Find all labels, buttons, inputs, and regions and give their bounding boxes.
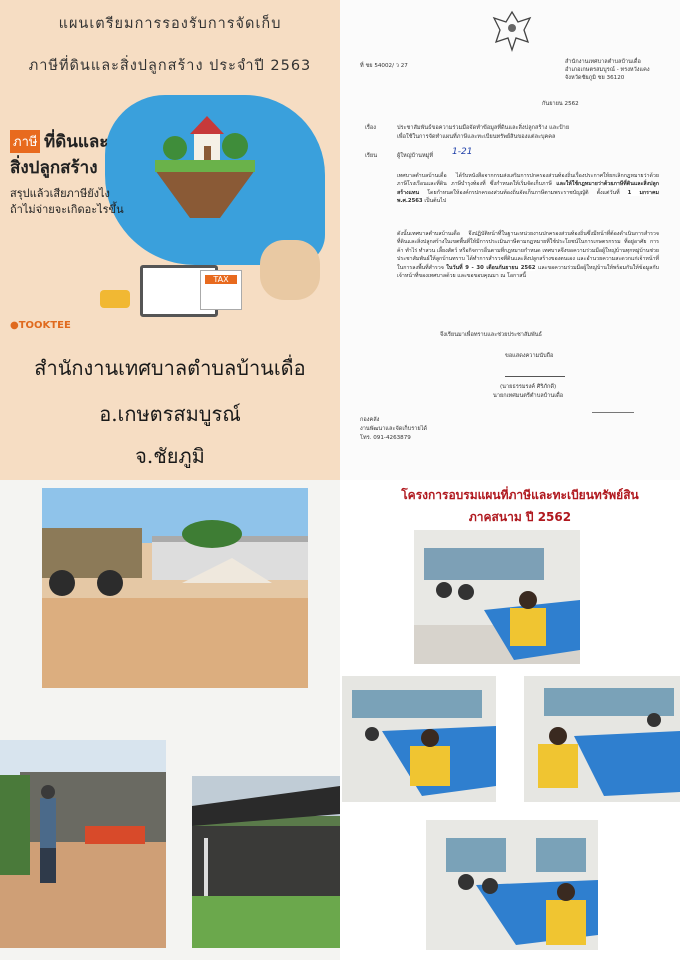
tax-poster	[0, 0, 340, 480]
letter-paragraph-2	[397, 230, 659, 280]
photo-field-survey	[0, 740, 166, 948]
para1-bold: และให้ใช้กฎหมายว่าด้วยภาษีที่ดินและสิ่งปลูกสร้างแทน	[397, 181, 659, 196]
poster-title-line2: ภาษีที่ดินและสิ่งปลูกสร้าง ประจำปี 2563	[28, 58, 312, 74]
training-photo-4	[426, 820, 598, 950]
coin-stack-icon	[100, 290, 130, 308]
para1-text: เทศบาลตำบลบ้านเดื่อ ได้รับหนังสือจากกรมส่งเสริมการปกครองส่วนท้องถิ่นเรื่องประกาศให้ยกเลิกกฎหมายว่าด้วยภาษีโรงเรือนและที่ดิน ภาษีบำรุงท้องที่ ซึ่งกำหนดให้เริ่มจัดเก็บภาษี	[397, 173, 659, 188]
signer-title: นายกเทศมนตรีตำบลบ้านเดื่อ	[493, 393, 564, 399]
para1-date: 1 มกราคม พ.ศ.2563	[397, 189, 659, 205]
letter-date: กันยายน 2562	[542, 101, 579, 107]
letter-office-a: สำนักงานเทศบาลตำบลบ้านเดื่อ	[565, 59, 641, 65]
municipality-name: สำนักงานเทศบาลตำบลบ้านเดื่อ	[34, 356, 306, 380]
handwritten-village: 1-21	[452, 147, 473, 157]
letter-subject: ประชาสัมพันธ์ขอความร่วมมือจัดทำข้อมูลที่ดินและสิ่งปลูกสร้าง และป้าย	[397, 125, 570, 131]
letter-tel: โทร. 091-4263879	[360, 435, 411, 441]
letter-ref-no: ที่ ชย 54002/ ว 27	[360, 63, 408, 69]
poster-title-line1: แผนเตรียมการรองรับการจัดเก็บ	[58, 16, 282, 32]
subline-b: ถ้าไม่จ่ายจะเกิดอะไรขึ้น	[10, 203, 124, 216]
signature-mark	[505, 362, 565, 377]
para2-text-c: และขอความร่วมมือผู้ใหญ่บ้านให้พร้อมกันให้ข้อมูลกับเจ้าหน้าที่ของเทศบาลด้วย และขอขอบคุณมา ณ โอกาสนี้	[397, 264, 659, 280]
subline-a: สรุปแล้วเสียภาษียังไง	[10, 187, 110, 200]
para1-text-b: โดยกำหนดให้องค์กรปกครองส่วนท้องถิ่นจัดเก็บภาษีตามพระราชบัญญัติ ตั้งแต่วันที่	[427, 189, 620, 196]
subject-label: เรื่อง	[365, 125, 377, 131]
letter-dept: กองคลัง	[360, 417, 380, 423]
province-name: จ.ชัยภูมิ	[135, 444, 205, 468]
training-title-a: โครงการอบรมแผนที่ภาษีและทะเบียนทรัพย์สิน	[401, 488, 639, 502]
tax-tag: ภาษี	[10, 130, 40, 153]
letter-regards: ขอแสดงความนับถือ	[505, 353, 554, 359]
brand-logo	[10, 320, 71, 331]
megaphone-hand-icon	[260, 240, 320, 300]
photo-farm-shed	[192, 776, 340, 948]
training-photo-3	[524, 676, 680, 802]
letter-to: ผู้ใหญ่บ้านหมู่ที่	[397, 153, 434, 159]
handwritten-initials	[592, 398, 634, 413]
garuda-emblem-icon	[490, 8, 534, 54]
letter-office-b: อำเภอเกษตรสมบูรณ์ - ทรงหวังแคง	[565, 67, 650, 73]
headline-b: สิ่งปลูกสร้าง	[10, 158, 98, 178]
letter-section: งานพัฒนาและจัดเก็บรายได้	[360, 426, 428, 432]
brand-name: TOOKTEE	[18, 320, 71, 331]
para2-text: ดังนั้นเทศบาลตำบลบ้านเดื่อ จึงปฏิบัติหน้าที่ในฐานะหน่วยงานปกครองส่วนท้องถิ่นซึ่งมีหน้าที่ต้องดำเนินการสำรวจที่ดินและสิ่งปลูกสร้างในเขตพื้นที่ให้มีการประเมินภาษีตามกฎหมายที่ใช้ประโยชน์ในการเกษตรกรรม ที่อยู่อาศัย การค้า ทำไร่ ทำสวน เลี้ยงสัตว์ หรือกิจการอื่นตามที่กฎหมายกำหนด	[397, 231, 659, 254]
floating-island-icon	[150, 110, 260, 220]
para1-text-c: เป็นต้นไป	[424, 198, 447, 205]
training-photo-2	[342, 676, 496, 802]
para2-text-b: เทศบาลจึงขอความร่วมมือผู้ใหญ่บ้านทุกหมู่บ้านช่วยประชาสัมพันธ์ให้ลูกบ้านทราบ ได้ทำการสำรวจที่ดินและสิ่งปลูกสร้างของตนเอง และอำนวยความสะดวกแก่เจ้าหน้าที่ในการลงพื้นที่สำรวจ	[397, 247, 660, 271]
letter-office-c: จังหวัดชัยภูมิ ชย 36120	[565, 75, 625, 81]
letter-subject-b: เพื่อใช้ในการจัดทำแผนที่ภาษีและทะเบียนทรัพย์สินของแต่ละบุคคล	[397, 134, 556, 140]
tax-document-icon	[200, 270, 242, 310]
pin-icon: ●	[10, 320, 19, 331]
district-name: อ.เกษตรสมบูรณ์	[99, 402, 241, 426]
tax-label: TAX	[205, 275, 237, 284]
para2-bold: ในวันที่ 9 - 30 เดือนกันยายน 2562	[446, 264, 536, 271]
to-label: เรียน	[365, 153, 378, 159]
training-title-b: ภาคสนาม ปี 2562	[468, 510, 572, 524]
letter-closing: จึงเรียนมาเพื่อทราบและช่วยประชาสัมพันธ์	[440, 332, 542, 338]
signer-name: (นายธรรมรงค์ ศิริภักดี)	[500, 384, 557, 390]
training-photo-1	[414, 530, 580, 664]
headline-a: ที่ดินและ	[44, 132, 109, 152]
letter-paragraph-1	[397, 172, 659, 206]
photo-construction-site	[42, 488, 308, 688]
